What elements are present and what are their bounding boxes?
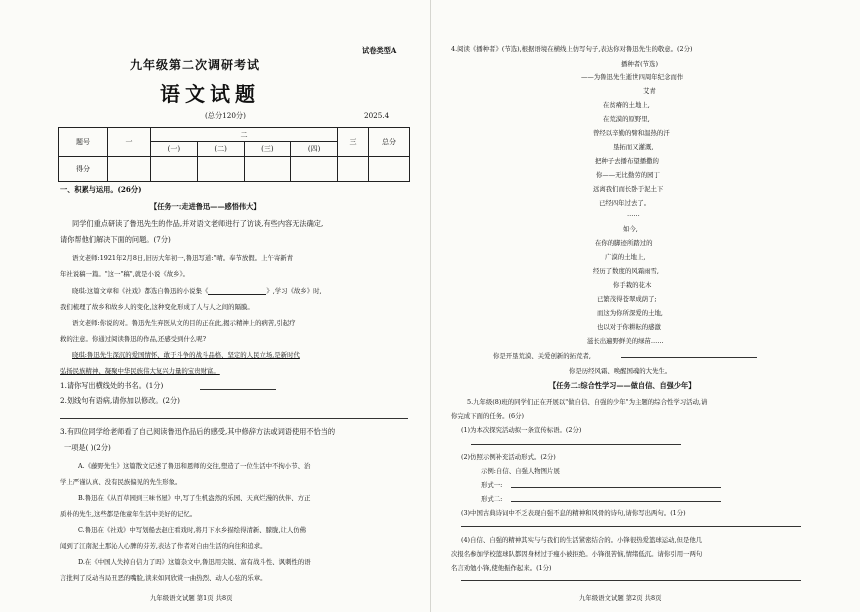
col-two-sub-3: (三) [244, 142, 291, 156]
question-5-1: (1)为本次探究活动拟一条宣传标语。(2分) [461, 426, 582, 434]
dialogue-line-underlined: 晓琪:鲁迅先生深沉的爱国情怀、敢于斗争的战斗品格、坚定的人民立场,是新时代 [72, 351, 300, 359]
col-two-sub-1: (一) [151, 142, 198, 156]
task2-heading: 【任务二:综合性学习——做自信、自强少年】 [549, 381, 696, 390]
question-1: 1.请你写出横线处的书名。(1分) [60, 381, 164, 390]
dialogue-line: 语文老师:1921年2月8日,旧历大年初一,鲁迅写道:"晴。奉节放假。上午寄新青 [72, 254, 294, 262]
question-5-4-line-1: (4)自信、自强的精神其实与与我们的生活紧密结合的。小锋很热爱篮球运动,但是他几 [461, 536, 703, 544]
page-footer: 九年级语文试题 第2页 共8页 [579, 594, 662, 602]
form-one-label: 形式一: [481, 481, 503, 489]
intro-line-1: 同学们重点研读了鲁迅先生的作品,并对语文老师进行了访谈,有些内容无法确定, [72, 219, 324, 228]
col-one: 一 [108, 128, 151, 157]
form-two-blank[interactable] [511, 501, 721, 502]
poem-line: 经历了数度的风霜雨雪, [593, 267, 659, 275]
option-b-line-2: 质朴的先生,这些都是他童年生活中美好的记忆。 [60, 510, 197, 518]
score-cell[interactable] [197, 156, 244, 182]
row-header-score: 得分 [59, 156, 108, 182]
answer-line-q2[interactable] [60, 418, 408, 419]
dialogue-line: 救的注意。你通过阅读鲁迅的作品,还感受到什么呢? [60, 335, 207, 343]
question-5-2-example: 示例:自信、自强人物图片展 [481, 467, 560, 475]
poem-fill-last: 你是历经风霜、唤醒国魂的大先生。 [569, 367, 672, 375]
poem-ellipsis: …… [627, 210, 640, 218]
exam-page-2 [430, 0, 860, 612]
score-cell[interactable] [244, 156, 291, 182]
row-header-number: 题号 [59, 128, 108, 157]
poem-line: 你手栽的花木 [613, 281, 652, 289]
poem-line: 而这为你所深爱的土地, [597, 309, 663, 317]
poem-line: 在荒漠的原野里, [603, 115, 650, 123]
score-cell[interactable] [369, 156, 410, 182]
dialogue-line: 我们梳理了故乡和故乡人的变化,这种变化形成了人与人之间的隔膜。 [60, 303, 254, 311]
poem-fill-prefix: 你是开垦荒漠、关爱创新的拓荒者, [493, 352, 591, 360]
total-score: (总分120分) [205, 111, 246, 120]
page-footer: 九年级语文试题 第1页 共8页 [150, 594, 233, 602]
option-a-line-1: A.《藤野先生》这篇散文记述了鲁迅和恩师的交往,塑造了一位生活中不拘小节、治 [78, 462, 311, 470]
question-5-4-line-2: 次报名参加学校篮球队都因身材过于瘦小被拒绝。小锋很苦恼,情绪低沉。请你引用一两句 [451, 550, 703, 558]
question-4-prompt: 4.阅读《播种者》(节选),根据语境在横线上仿写句子,表达你对鲁迅先生的敬意。(2分) [451, 45, 693, 53]
dialogue-text: 晓琪:这篇文章和《社戏》都选自鲁迅的小说集《 [72, 287, 209, 295]
score-cell[interactable] [108, 156, 151, 182]
dialogue-line [72, 286, 322, 295]
option-b-line-1: B.鲁迅在《从百草园到三味书屋》中,写了生机盎然的乐园、天真烂漫的伙伴、方正 [78, 494, 311, 502]
poem-line: 滋长出遍野鲜美的绿苗…… [587, 337, 664, 345]
dialogue-line-underlined: 弘扬民族精神、凝聚中华民族伟大复兴力量的宝贵财富。 [60, 367, 220, 375]
poem-line: 已经四年过去了。 [599, 199, 651, 207]
answer-line-5-3[interactable] [461, 526, 801, 527]
task1-heading: 【任务一:走进鲁迅——感悟伟大】 [150, 202, 261, 211]
option-d-line-1: D.在《中国人失掉自信力了吗》这篇杂文中,鲁迅用尖锐、富有战斗性、讽刺性的语 [78, 558, 311, 566]
poem-subtitle: ——为鲁迅先生逝世四周年纪念而作 [581, 73, 684, 81]
intro-line-2: 请你帮他们解决下面的问题。(7分) [60, 235, 171, 244]
score-table [58, 127, 410, 182]
answer-line-q1[interactable] [200, 389, 276, 390]
poem-line: 广漠的土地上, [605, 253, 646, 261]
col-two-sub-4: (四) [291, 142, 338, 156]
poem-line: 在你的脚迹所踏过的 [595, 239, 653, 247]
poem-line: 远离我们而长卧于泥土下 [593, 185, 664, 193]
option-a-line-2: 学上严谨认真、没有民族偏见的先生形象。 [60, 478, 182, 486]
option-c-line-1: C.鲁迅在《社戏》中写划船去赵庄看戏时,将月下水乡描绘得清新、朦胧,让人仿佛 [78, 526, 307, 534]
col-total: 总分 [369, 128, 410, 157]
form-two-label: 形式二: [481, 495, 503, 503]
answer-line-5-4[interactable] [461, 580, 801, 581]
exam-date: 2025.4 [364, 111, 390, 120]
book-title-blank[interactable] [208, 286, 266, 295]
poem-line: 曾经以辛勤的臂和温热的汗 [593, 129, 670, 137]
paper-type: 试卷类型A [362, 46, 397, 55]
question-5-line-1: 5.九年级(8)班的同学们正在开展以"做自信、自强的少年"为主题的综合性学习活动,请 [467, 398, 708, 406]
question-2: 2.划线句有语病,请你加以修改。(2分) [60, 396, 180, 405]
poem-line: 如今, [623, 225, 638, 233]
col-two: 二 [151, 128, 338, 142]
poem-line: 已繁茂得苍翠成荫了; [597, 295, 657, 303]
question-5-2: (2)仿照示例补充活动形式。(2分) [461, 453, 556, 461]
option-c-line-2: 闻到了江南泥土那沁人心脾的芬芳,表达了作者对自由生活的向往和追求。 [60, 542, 267, 550]
score-cell[interactable] [291, 156, 338, 182]
answer-line-5-1[interactable] [471, 444, 681, 445]
dialogue-line: 年社说稿一篇。"这一"稿",就是小说《故乡》。 [60, 270, 190, 278]
question-5-3: (3)中国古典诗词中不乏表现自强不息的精神和风骨的诗句,请你写出两句。(1分) [461, 509, 686, 517]
col-two-sub-2: (二) [197, 142, 244, 156]
option-d-line-2: 言批判了反动当局丑恶的嘴脸,读来如同欣赏一曲热烈、动人心弦的乐章。 [60, 574, 267, 582]
question-3-line-1: 3.有四位同学给老师看了自己阅读鲁迅作品后的感受,其中修辞方法或词语使用不恰当的 [60, 427, 336, 436]
col-three: 三 [338, 128, 369, 157]
poem-line: 垦拓而又灌溉, [613, 143, 654, 151]
poem-line: 也以对于你耕耘的感激 [597, 323, 661, 331]
exam-title: 九年级第二次调研考试 [130, 58, 261, 72]
form-one-blank[interactable] [511, 487, 721, 488]
question-5-4-line-3: 名言劝勉小锋,使他振作起来。(1分) [451, 564, 552, 572]
question-5-line-2: 你完成下面的任务。(6分) [451, 412, 524, 420]
score-cell[interactable] [151, 156, 198, 182]
section1-heading: 一、积累与运用。(26分) [60, 185, 142, 194]
poem-author: 艾青 [643, 87, 656, 95]
dialogue-line: 语文老师:你说的对。鲁迅先生弃医从文的目的正在此,揭示精神上的病苦,引起疗 [72, 319, 296, 327]
dialogue-text: 》,学习《故乡》时, [266, 287, 322, 295]
poem-line: 在贫瘠的土地上, [603, 101, 650, 109]
poem-line: 你——无比勤劳的园丁 [596, 171, 660, 179]
subject-title: 语文试题 [160, 82, 260, 106]
poem-fill-blank[interactable] [621, 357, 757, 358]
score-cell[interactable] [338, 156, 369, 182]
poem-line: 把种子去播布望播撒的 [595, 157, 659, 165]
question-3-line-2: 一项是( )(2分) [64, 443, 111, 452]
poem-title: 播种者(节选) [621, 60, 658, 68]
